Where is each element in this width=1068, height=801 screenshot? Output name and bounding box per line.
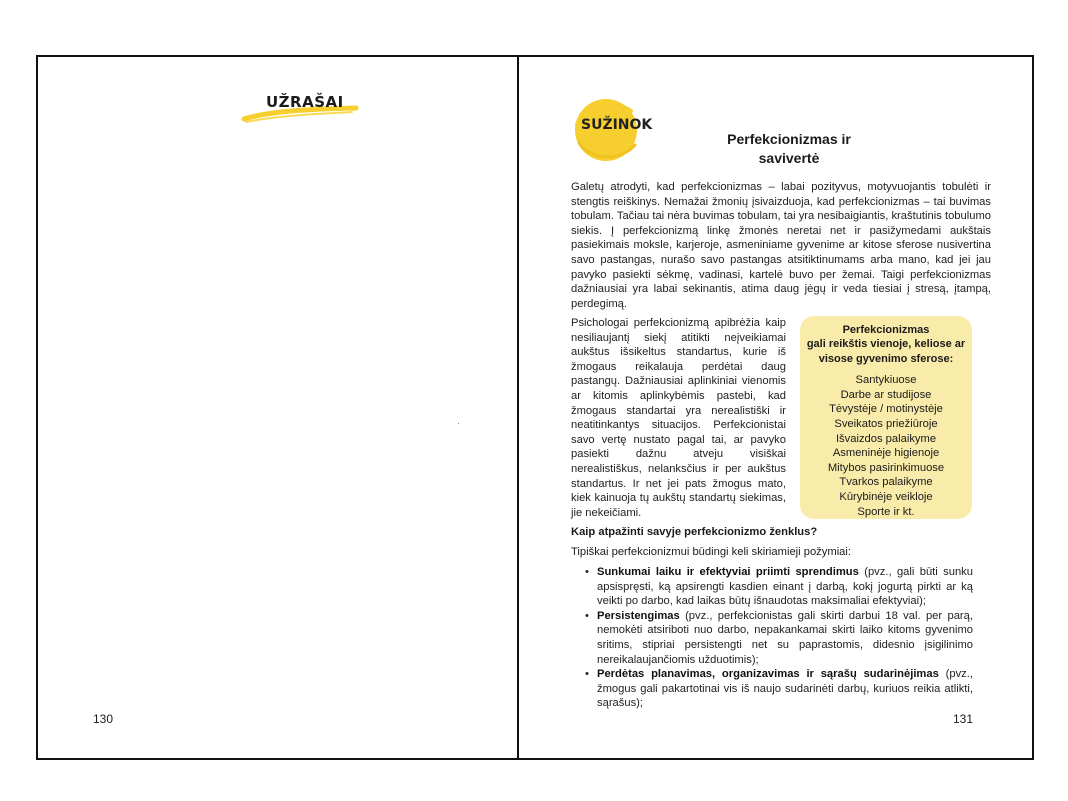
spheres-callout-box	[800, 316, 972, 519]
section-lead: Tipiškai perfekcionizmui būdingi keli skiriamieji požymiai:	[571, 546, 851, 558]
left-page	[38, 57, 517, 758]
definition-paragraph: Psichologai perfekcionizmą apibrėžia kaip nesiliaujantį siekį atitikti neįveikiamai aukštus išsikeltus standartus, kurie iš žmogaus reikalauja perdėtai daug pastangų. Dažniausiai aplinkiniai vienomis ar kitomis aplinkybėmis pastebi, kad žmogaus standartai yra nerealistiški ir neatitinkantys situacijos. Perfekcionistai savo vertę nustato pagal tai, ar pavyko pasiekti dažnu atveju visiškai nerealistiškus, nelanksčius ir per aukštus standartus. Ir net jei pats žmogus mato, kiek kainuoja tų aukštų standartų siekimas, jie nekeičiami.	[571, 317, 786, 519]
page-number-left: 130	[93, 712, 114, 726]
callout-item: Santykiuose	[855, 374, 917, 387]
intro-paragraph: Galetų atrodyti, kad perfekcionizmas – labai pozityvus, motyvuojantis tobulėti ir stengtis reiškinys. Nemažai žmonių įsivaizduoja, kad perfekcionizmas – tai buvimas tobulam. Tačiau tai nėra buvimas tobulam, tai yra nesibaigiantis, kraštutinis tobulumo siekis. Į perfekcionizmą linkę žmonės neretai net ir pasižymedami aukštais pasiekimais moksle, karjeroje, asmeniniame gyvenime ar kitose sferose nusivertina savo pastangas, nurašo savo pastangas atsitiktinumams arba mano, kad jei jau pavyko pasiekti sėkmę, vadinasi, kartelė buvo per žemai. Taigi perfekcionizmas dažniausiai yra labai sekinantis, atima daug jėgų ir veda tiesiai į stresą, įtampą, perdegimą.	[571, 181, 991, 310]
callout-item: Mitybos pasirinkimuose	[827, 461, 945, 474]
right-page	[519, 57, 1034, 758]
callout-item: Sporte ir kt.	[857, 505, 915, 518]
list-item-text: (pvz., gali būti sunku apsispręsti, ką apsirengti kasdien einant į darbą, kokį jogurtą pirkti ar ką veikti po darbo, kad laikas būtų išnaudotas maksimaliai efektyviai);	[597, 566, 973, 608]
callout-item: Išvaizdos palaikyme	[835, 432, 937, 445]
callout-item: Asmeninėje higienoje	[832, 447, 940, 460]
notes-heading: UŽRAŠAI	[266, 93, 344, 111]
page-number-right: 131	[953, 712, 974, 726]
callout-title-line1: Perfekcionizmas	[842, 324, 930, 336]
callout-item: Darbe ar studijose	[840, 388, 932, 401]
list-item-bold: Perdėtas planavimas, organizavimas ir sąrašų sudarinėjimas	[597, 668, 939, 681]
article-title	[679, 130, 899, 168]
callout-title-line2: gali reikštis vienoje, keliose ar	[806, 338, 966, 351]
list-item	[583, 565, 973, 609]
signs-list	[583, 565, 973, 711]
list-item	[583, 609, 973, 667]
article-title-line1: Perfekcionizmas ir	[727, 131, 851, 147]
callout-item: Kūrybinėje veikloje	[839, 490, 933, 503]
list-item-text: (pvz., perfekcionistas gali skirti darbui 18 val. per parą, nemokėti atsiriboti nuo darbo, nepakankamai skirti laiko kitoms gyvenimo sritims, stipriai persistengti net su paprastomis, didesnio įsigilinimo nereikalaujančiomis užduotimis);	[597, 609, 973, 666]
list-item-text: (pvz., žmogus gali pakartotinai vis iš naujo sudarinėti darbų, kuriuos reikia atlikti, sąrašus);	[597, 668, 973, 710]
list-item-bold: Persistengimas	[597, 609, 680, 622]
callout-title-line3: visose gyvenimo sferose:	[818, 352, 954, 365]
callout-title	[800, 323, 972, 366]
learn-badge-label: SUŽINOK	[581, 117, 653, 133]
list-item	[583, 667, 973, 711]
callout-item: Tėvystėje / motinystėje	[829, 403, 943, 416]
callout-item: Sveikatos priežiūroje	[834, 418, 938, 430]
list-item-bold: Sunkumai laiku ir efektyviai priimti sprendimus	[597, 566, 859, 578]
stray-dot	[458, 423, 459, 424]
section-question: Kaip atpažinti savyje perfekcionizmo ženklus?	[571, 526, 818, 538]
callout-item: Tvarkos palaikyme	[839, 476, 933, 489]
article-title-line2: savivertė	[758, 150, 820, 166]
book-spread	[36, 55, 1034, 760]
